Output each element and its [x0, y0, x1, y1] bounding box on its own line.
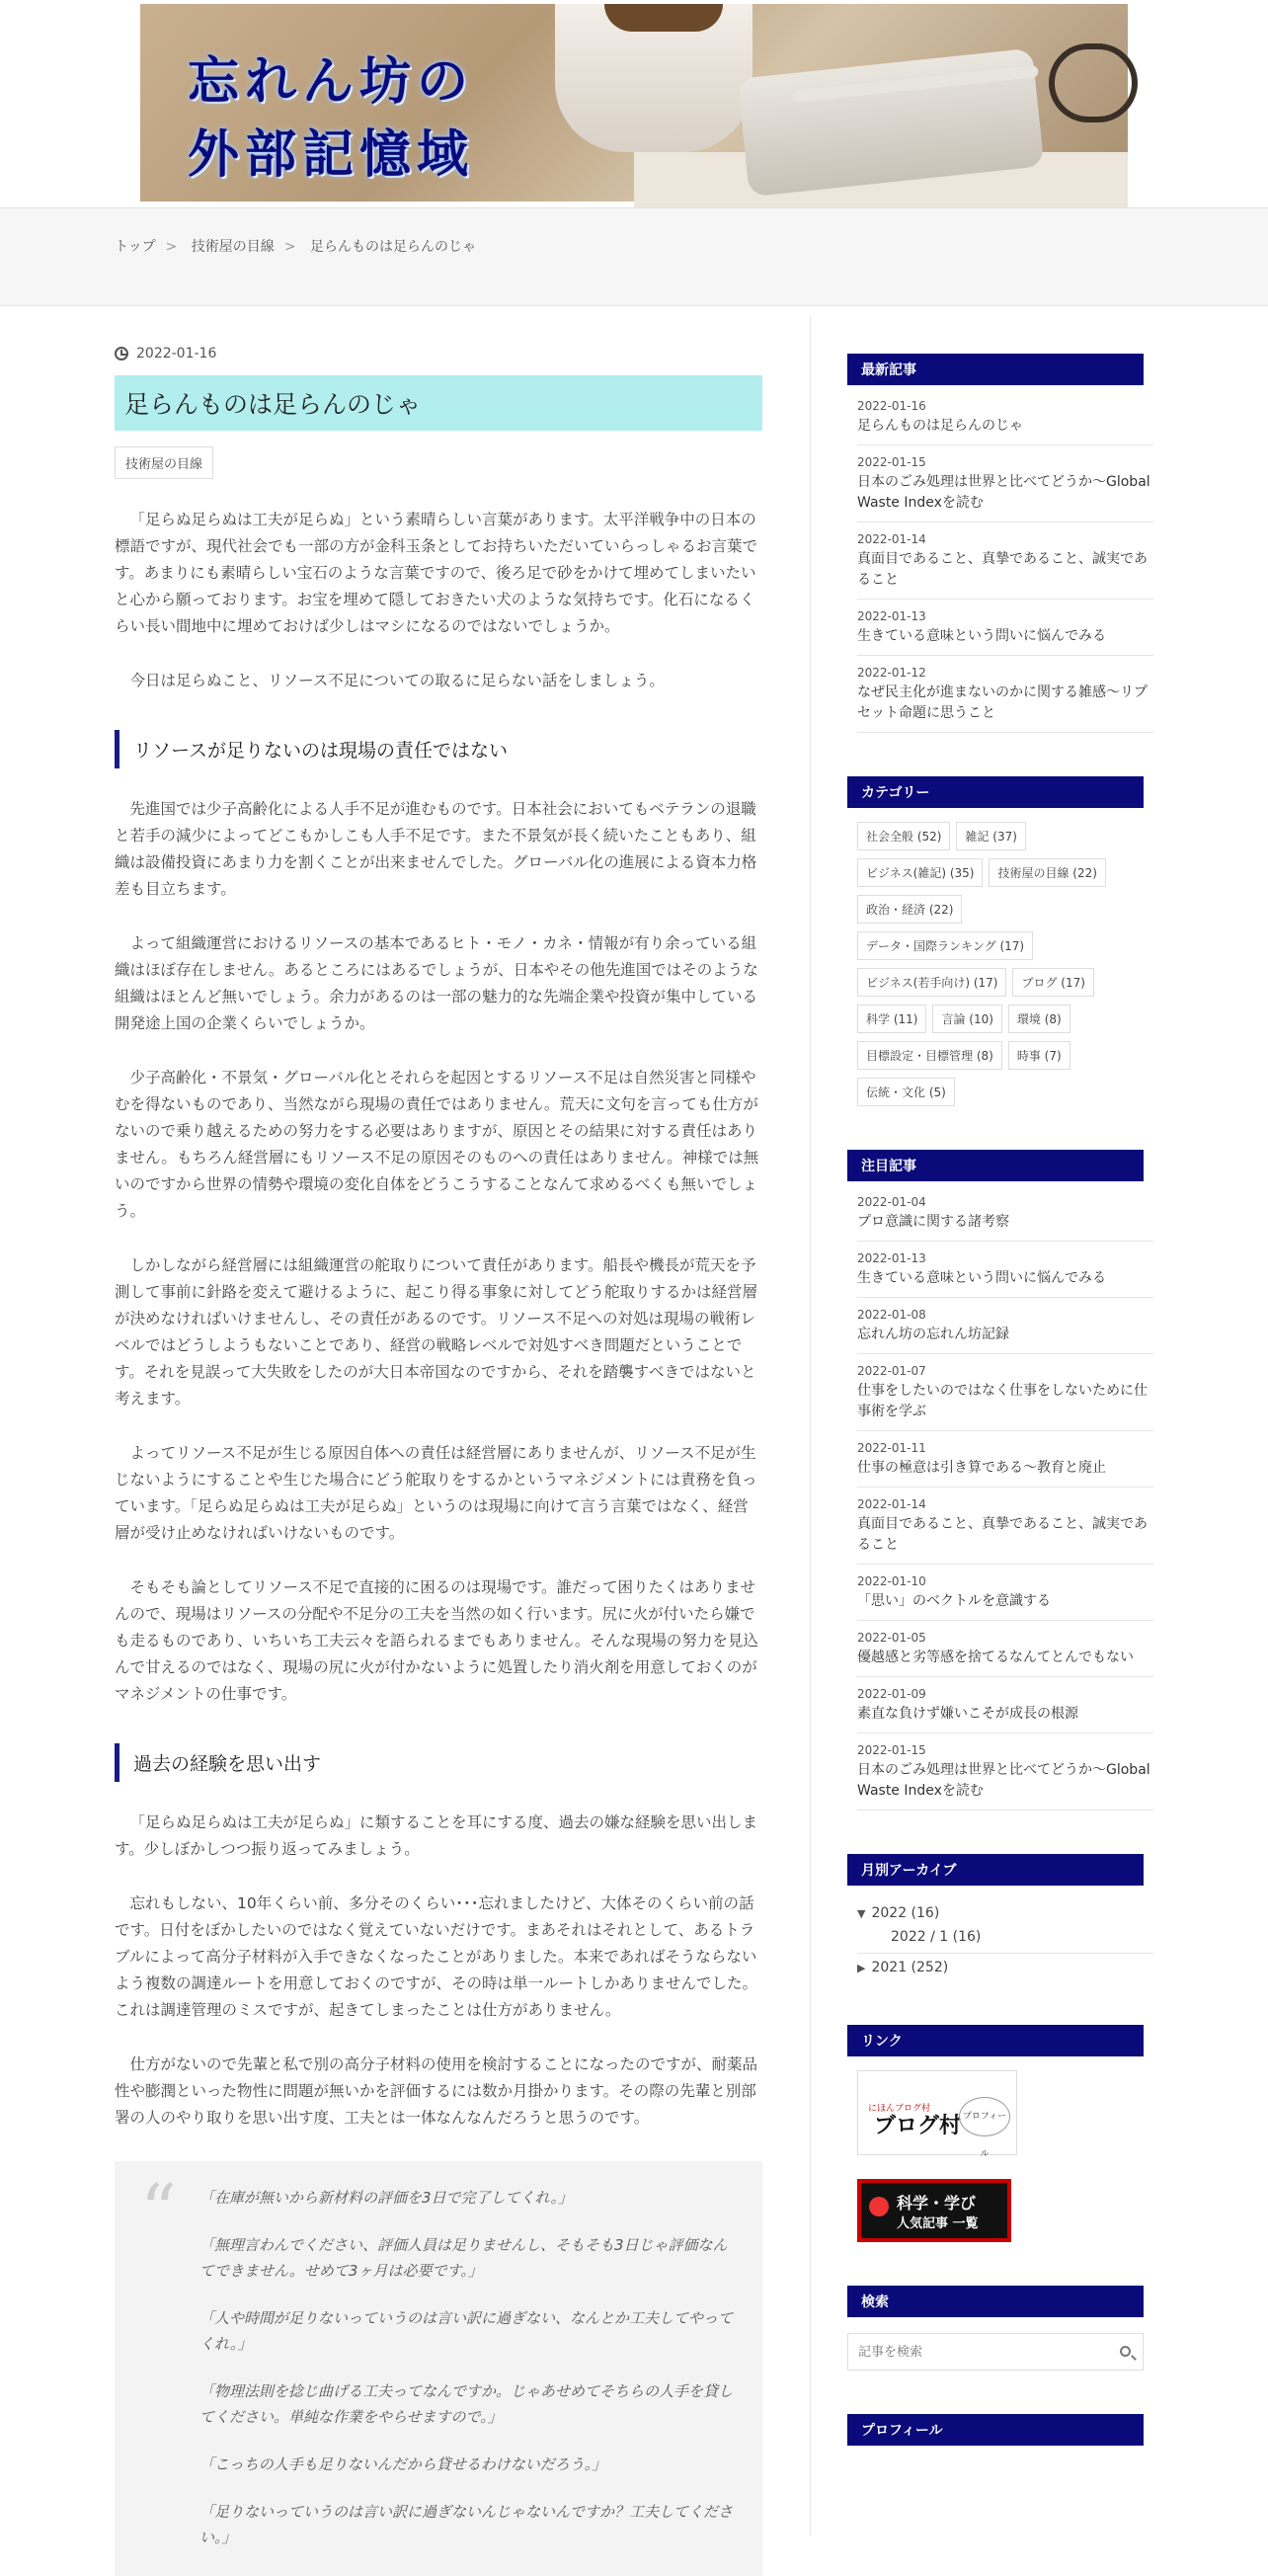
recent-posts-widget — [847, 354, 1153, 733]
breadcrumb-current: 足らんものは足らんのじゃ — [309, 239, 476, 255]
list-item[interactable] — [857, 445, 1153, 523]
list-item[interactable] — [857, 1733, 1153, 1811]
list-item[interactable] — [857, 523, 1153, 600]
category-tag[interactable]: 時事 (7) — [1008, 1041, 1070, 1070]
search-box — [847, 2333, 1144, 2371]
category-tag[interactable]: 環境 (8) — [1008, 1005, 1070, 1033]
popular-posts-widget — [847, 1150, 1153, 1811]
list-item[interactable] — [857, 1488, 1153, 1565]
paragraph: 仕方がないので先輩と私で別の高分子材料の使用を検討することになったのですが、耐薬品性や膨潤といった物性に問題が無いかを評価するには数か月掛かります。その際の先輩と別部署の人のやり取りを思い出す度、工夫とは一体なんなんだろうと思うのです。 — [115, 2055, 758, 2127]
science-banner-line1: 科学・学び — [897, 2194, 977, 2213]
list-item[interactable] — [857, 656, 1153, 733]
science-ranking-banner[interactable] — [857, 2179, 1011, 2242]
post-link[interactable]: 日本のごみ処理は世界と比べてどうか～Global Waste Indexを読む — [857, 474, 1150, 511]
paragraph: そもそも論としてリソース不足で直接的に困るのは現場です。誰だって困りたくはありませんので、現場はリソースの分配や不足分の工夫を当然の如く行います。尻に火が付いたら嫌でも走るものであり、いちいち工夫云々を語られるまでもありません。そんな現場の努力を見込んで甘えるのではなく、現場の尻に火が付かないように処置したり消火剤を用意しておくのがマネジメントの仕事です。 — [115, 1578, 758, 1703]
category-tag[interactable]: 社会全般 (52) — [857, 822, 950, 850]
chevron-down-icon[interactable]: ▼ — [857, 1907, 866, 1920]
widget-title: 最新記事 — [847, 354, 1144, 385]
dialogue-quote — [115, 2161, 762, 2576]
archive-month[interactable]: 2022 / 1 (16) — [857, 1927, 1153, 1954]
quote-mark-icon: “ — [140, 2169, 177, 2252]
post-date: 2022-01-08 — [857, 1308, 926, 1322]
category-tag[interactable]: ビジネス(若手向け) (17) — [857, 968, 1006, 997]
category-tag[interactable]: 目標設定・目標管理 (8) — [857, 1041, 1002, 1070]
blogmura-logo-text: ブログ村 — [874, 2114, 962, 2138]
post-link[interactable]: 生きている意味という問いに悩んでみる — [857, 628, 1106, 644]
archive-list — [847, 1899, 1153, 1981]
archive-year-label[interactable]: 2021 (252) — [871, 1960, 949, 1975]
quote-line: 「こっちの人手も足りないんだから貸せるわけないだろう。」 — [199, 2455, 607, 2473]
section-heading: リソースが足りないのは現場の責任ではない — [115, 730, 762, 768]
links-widget — [847, 2025, 1153, 2242]
post-link[interactable]: プロ意識に関する諸考察 — [857, 1214, 1009, 1230]
post-date: 2022-01-16 — [857, 399, 926, 413]
widget-title: リンク — [847, 2025, 1144, 2056]
chevron-right-icon[interactable]: ▶ — [857, 1962, 866, 1974]
breadcrumb-band — [0, 207, 1268, 306]
post-date: 2022-01-13 — [857, 609, 926, 623]
paragraph: 今日は足らぬこと、リソース不足についての取るに足らない話をしましょう。 — [129, 672, 665, 689]
category-list — [847, 822, 1144, 1106]
glasses-image — [1049, 43, 1138, 122]
breadcrumb-top[interactable]: トップ — [115, 239, 156, 255]
paragraph: 少子高齢化・不景気・グローバル化とそれらを起因とするリソース不足は自然災害と同様やむを得ないものであり、当然ながら現場の責任ではありません。荒天に文句を言っても仕方がないので乗り越えるための努力をする必要はありますが、原因とその結果に対する責任はありません。もちろん経営層にもリソース不足の原因そのものへの責任はありません。神様では無いのですから世界の情勢や環境の変化自体をどうこうすることなんて求めるべくも無いでしょう。 — [115, 1069, 759, 1220]
sidebar — [847, 354, 1153, 2489]
list-item[interactable] — [857, 600, 1153, 656]
breadcrumb-separator: > — [283, 239, 296, 255]
post-link[interactable]: 足らんものは足らんのじゃ — [857, 418, 1023, 434]
post-date: 2022-01-15 — [857, 455, 926, 469]
popular-posts-list — [847, 1195, 1153, 1811]
post-link[interactable]: 忘れん坊の忘れん坊記録 — [857, 1327, 1009, 1342]
paragraph: よってリソース不足が生じる原因自体への責任は経営層にありませんが、リソース不足が生じないようにすることや生じた場合にどう舵取りをするかというマネジメントには責務を負っています。「足らぬ足らぬは工夫が足らぬ」というのは現場に向けて言う言葉ではなく、経営層が受け止めなければいけないものです。 — [115, 1444, 757, 1542]
post-link[interactable]: 仕事をしたいのではなく仕事をしないために仕事術を学ぶ — [857, 1383, 1148, 1419]
blogmura-banner[interactable] — [857, 2070, 1017, 2159]
post-date: 2022-01-14 — [857, 532, 926, 546]
post-category-tag[interactable]: 技術屋の目線 — [115, 446, 213, 479]
category-tag[interactable]: 雑記 (37) — [956, 822, 1025, 850]
list-item[interactable] — [857, 1431, 1153, 1488]
post-date: 2022-01-13 — [857, 1251, 926, 1265]
clock-icon — [115, 347, 128, 361]
post-date: 2022-01-10 — [857, 1574, 926, 1588]
recent-posts-list — [847, 399, 1153, 733]
list-item[interactable] — [857, 399, 1153, 445]
quote-line: 「在庫が無いから新材料の評価を3日で完了してくれ。」 — [199, 2189, 573, 2207]
post-link[interactable]: 仕事の極意は引き算である～教育と廃止 — [857, 1460, 1106, 1476]
site-title-line1: 忘れん坊の — [188, 51, 475, 112]
breadcrumb-category[interactable]: 技術屋の目線 — [191, 239, 275, 255]
quote-line: 「足りないっていうのは言い訳に過ぎないんじゃないんですか？工夫してください。」 — [199, 2503, 734, 2546]
science-banner-line2: 人気記事 一覧 — [897, 2216, 979, 2231]
paragraph: 忘れもしない、10年くらい前、多分そのくらい･･･忘れましたけど、大体そのくらい前の話です。日付をぼかしたいのではなく覚えていないだけです。まあそれはそれとして、あるトラブルによって高分子材料が入手できなくなったことがありました。本来であればそうならないよう複数の調達ルートを用意しておくのですが、その時は単一ルートしかありませんでした。これは調達管理のミスですが、起きてしまったことは仕方がありません。 — [115, 1894, 758, 2019]
post-link[interactable]: なぜ民主化が進まないのかに関する雑感〜リプセット命題に思うこと — [857, 684, 1148, 721]
post-date: 2022-01-11 — [857, 1441, 926, 1455]
post-date: 2022-01-16 — [136, 346, 217, 362]
search-widget — [847, 2286, 1153, 2371]
post-link[interactable]: 「思い」のベクトルを意識する — [857, 1593, 1051, 1609]
profile-widget — [847, 2414, 1153, 2446]
category-tag[interactable]: ビジネス(雑記) (35) — [857, 858, 983, 887]
category-tag[interactable]: 技術屋の目線 (22) — [989, 858, 1105, 887]
column-divider — [810, 316, 811, 2536]
paragraph: 「足らぬ足らぬは工夫が足らぬ」という素晴らしい言葉があります。太平洋戦争中の日本の標語ですが、現代社会でも一部の方が金科玉条としてお持ちいただいていらっしゃるお言葉です。あまりにも素晴らしい宝石のような言葉ですので、後ろ足で砂をかけて埋めてしまいたいと心から願っております。お宝を埋めて隠しておきたい犬のような気持ちです。化石になるくらい長い間地中に埋めておけば少しはマシになるのではないでしょうか。 — [115, 511, 758, 635]
post-link[interactable]: 真面目であること、真摯であること、誠実であること — [857, 1516, 1148, 1553]
post-link[interactable]: 優越感と劣等感を捨てるなんてとんでもない — [857, 1650, 1134, 1665]
blogmura-small-text: にほんブログ村 — [868, 2104, 931, 2114]
list-item[interactable] — [857, 1677, 1153, 1733]
paragraph: しかしながら経営層には組織運営の舵取りについて責任があります。船長や機長が荒天を予測して事前に針路を変えて避けるように、起こり得る事象に対してどう舵取りするかは経営層が決めなければいけませんし、その責任があるのです。リソース不足への対処は現場の戦術レベルではどうしようもないことであり、経営の戦略レベルで対処すべき問題だということです。それを見誤って大失敗をしたのが大日本帝国なのですから、それを踏襲すべきではないと考えます。 — [115, 1256, 758, 1408]
post-link[interactable]: 素直な負けず嫌いこそが成長の根源 — [857, 1706, 1078, 1722]
post-date: 2022-01-05 — [857, 1631, 926, 1645]
post-link[interactable]: 日本のごみ処理は世界と比べてどうか～Global Waste Indexを読む — [857, 1762, 1150, 1799]
post-link[interactable]: 真面目であること、真摯であること、誠実であること — [857, 551, 1148, 588]
category-tag[interactable]: 言論 (10) — [932, 1005, 1001, 1033]
search-input[interactable] — [848, 2334, 1105, 2370]
categories-widget — [847, 776, 1153, 1106]
paragraph: よって組織運営におけるリソースの基本であるヒト・モノ・カネ・情報が有り余っている組織はほぼ存在しません。あるところにはあるでしょうが、日本やその他先進国ではそのような組織はほとんど無いでしょう。余力があるのは一部の魅力的な先端企業や投資が集中している開発途上国の企業くらいでしょうか。 — [115, 934, 758, 1032]
archive-year-2022[interactable] — [857, 1899, 1153, 1927]
list-item[interactable] — [857, 1195, 1153, 1242]
category-tag[interactable]: 政治・経済 (22) — [857, 895, 962, 924]
breadcrumb-separator: > — [165, 239, 178, 255]
blogmura-profile-badge: プロフィール — [959, 2097, 1010, 2136]
widget-title: プロフィール — [847, 2414, 1144, 2446]
post-date-line — [115, 346, 762, 362]
category-tag[interactable]: 科学 (11) — [857, 1005, 926, 1033]
post-title: 足らんものは足らんのじゃ — [115, 375, 762, 431]
post-date: 2022-01-09 — [857, 1687, 926, 1701]
list-item[interactable] — [857, 1621, 1153, 1677]
article — [115, 346, 762, 2576]
list-item[interactable] — [857, 1242, 1153, 1298]
archive-year-label[interactable]: 2022 (16) — [871, 1905, 940, 1921]
list-item[interactable] — [857, 1565, 1153, 1621]
category-tag[interactable]: データ・国際ランキング (17) — [857, 931, 1033, 960]
widget-title: 検索 — [847, 2286, 1144, 2317]
paragraph: 先進国では少子高齢化による人手不足が進むものです。日本社会においてもベテランの退職と若手の減少によってどこもかしこも人手不足です。また不景気が長く続いたこともあり、組織は設備投資にあまり力を割くことが出来ませんでした。グローバル化の進展による資本力格差も目立ちます。 — [115, 800, 757, 898]
breadcrumb — [115, 236, 486, 256]
search-icon[interactable] — [1120, 2346, 1131, 2357]
post-date: 2022-01-14 — [857, 1497, 926, 1511]
links-body — [847, 2070, 1153, 2242]
post-date: 2022-01-04 — [857, 1195, 926, 1209]
quote-line: 「物理法則を捻じ曲げる工夫ってなんですか。じゃあせめてそちらの人手を貸してください。単純な作業をやらせますので。」 — [199, 2382, 734, 2426]
widget-title: 月別アーカイブ — [847, 1854, 1144, 1886]
list-item[interactable] — [857, 1354, 1153, 1431]
paragraph: 「足らぬ足らぬは工夫が足らぬ」に類することを耳にする度、過去の嫌な経験を思い出します。少しぼかしつつ振り返ってみましょう。 — [115, 1813, 758, 1858]
widget-title: カテゴリー — [847, 776, 1144, 808]
ranking-icon — [869, 2197, 889, 2216]
list-item[interactable] — [857, 1298, 1153, 1354]
site-title-line2: 外部記憶域 — [188, 124, 475, 185]
quote-line: 「人や時間が足りないっていうのは言い訳に過ぎない、なんとか工夫してやってくれ。」 — [199, 2309, 734, 2353]
post-date: 2022-01-15 — [857, 1743, 926, 1757]
category-tag[interactable]: 伝統・文化 (5) — [857, 1078, 955, 1106]
post-link[interactable]: 生きている意味という問いに悩んでみる — [857, 1270, 1106, 1286]
post-date: 2022-01-07 — [857, 1364, 926, 1378]
section-heading: 過去の経験を思い出す — [115, 1743, 762, 1782]
archive-year-2021[interactable] — [857, 1954, 1153, 1981]
coffee-image — [604, 4, 723, 32]
quote-line: 「無理言わんでください、評価人員は足りませんし、そもそも3日じゃ評価なんてできません。せめて3ヶ月は必要です。」 — [199, 2236, 728, 2280]
header-banner[interactable] — [140, 4, 1128, 201]
post-date: 2022-01-12 — [857, 666, 926, 680]
archive-widget — [847, 1854, 1153, 1981]
category-tag[interactable]: ブログ (17) — [1012, 968, 1093, 997]
widget-title: 注目記事 — [847, 1150, 1144, 1181]
